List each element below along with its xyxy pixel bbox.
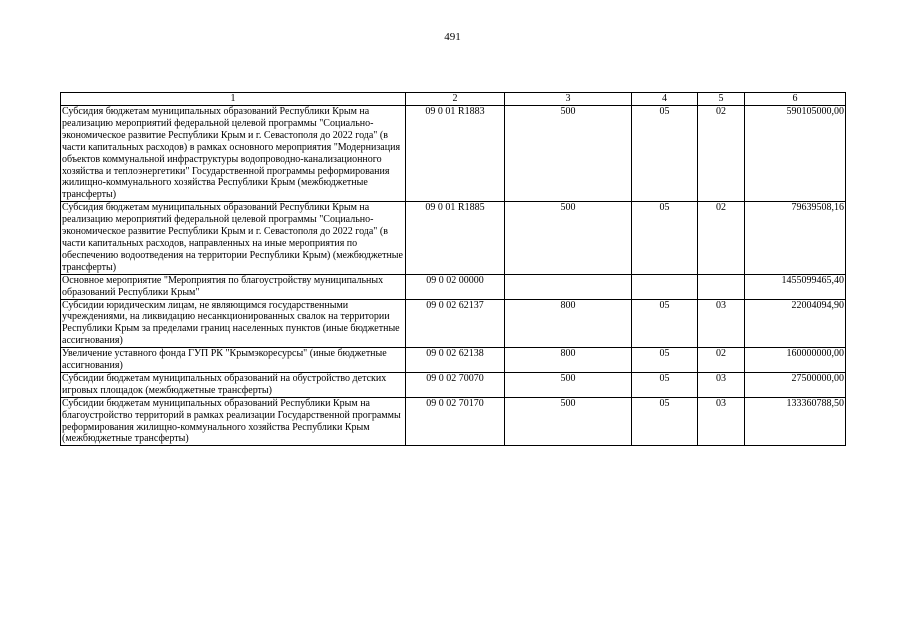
row-code: 09 0 02 70070 (406, 372, 505, 397)
row-amount: 22004094,90 (745, 299, 846, 348)
row-col3 (505, 274, 632, 299)
table-row (61, 348, 846, 373)
row-description: Субсидии бюджетам муниципальных образований на обустройство детских игровых площадок (межбюджетные трансферты) (61, 372, 406, 397)
row-col5: 03 (698, 397, 745, 446)
row-col3: 500 (505, 397, 632, 446)
column-header: 6 (745, 93, 846, 106)
row-amount: 133360788,50 (745, 397, 846, 446)
row-col4: 05 (632, 348, 698, 373)
row-col4 (632, 274, 698, 299)
row-code: 09 0 02 62137 (406, 299, 505, 348)
row-description: Увеличение уставного фонда ГУП РК "Крымэкоресурсы" (иные бюджетные ассигнования) (61, 348, 406, 373)
row-col3: 500 (505, 106, 632, 202)
row-col5 (698, 274, 745, 299)
column-header: 2 (406, 93, 505, 106)
row-col5: 02 (698, 202, 745, 274)
row-amount: 79639508,16 (745, 202, 846, 274)
table-row (61, 397, 846, 446)
row-code: 09 0 01 R1883 (406, 106, 505, 202)
column-header: 4 (632, 93, 698, 106)
row-code: 09 0 02 62138 (406, 348, 505, 373)
row-col5: 03 (698, 372, 745, 397)
row-code: 09 0 02 00000 (406, 274, 505, 299)
table-row (61, 274, 846, 299)
row-amount: 160000000,00 (745, 348, 846, 373)
table-row (61, 106, 846, 202)
page-number: 491 (444, 31, 461, 43)
row-amount: 590105000,00 (745, 106, 846, 202)
row-col3: 800 (505, 299, 632, 348)
header-row (61, 93, 846, 106)
row-code: 09 0 02 70170 (406, 397, 505, 446)
row-amount: 27500000,00 (745, 372, 846, 397)
row-col4: 05 (632, 299, 698, 348)
column-header: 3 (505, 93, 632, 106)
row-amount: 1455099465,40 (745, 274, 846, 299)
row-col4: 05 (632, 202, 698, 274)
column-header: 5 (698, 93, 745, 106)
row-col3: 500 (505, 372, 632, 397)
row-description: Субсидия бюджетам муниципальных образований Республики Крым на реализацию мероприятий федеральной целевой программы "Социально-экономическое развитие Республики Крым и г. Севастополя до 2022 года" (в части капитальных расходов, направленных на иные мероприятия по обеспечению водоотведения на территории Республики Крым) (межбюджетные трансферты) (61, 202, 406, 274)
row-col5: 02 (698, 106, 745, 202)
row-description: Субсидия бюджетам муниципальных образований Республики Крым на реализацию мероприятий федеральной целевой программы "Социально-экономическое развитие Республики Крым и г. Севастополя до 2022 года" (в части капитальных расходов) в рамках основного мероприятия "Модернизация объектов коммунальной инфраструктуры водопроводно-канализационного хозяйства и теплоэнергетики" Государственной программы реформирования жилищно-коммунального хозяйства Республики Крым (межбюджетные трансферты) (61, 106, 406, 202)
row-description: Субсидии юридическим лицам, не являющимся государственными учреждениями, на ликвидацию несанкционированных свалок на территории Республики Крым за пределами границ населенных пунктов (иные бюджетные ассигнования) (61, 299, 406, 348)
budget-table (60, 92, 846, 446)
table-row (61, 299, 846, 348)
row-col3: 800 (505, 348, 632, 373)
table-row (61, 202, 846, 274)
row-col3: 500 (505, 202, 632, 274)
row-col4: 05 (632, 372, 698, 397)
row-col4: 05 (632, 397, 698, 446)
table-row (61, 372, 846, 397)
row-description: Основное мероприятие "Мероприятия по благоустройству муниципальных образований Республики Крым" (61, 274, 406, 299)
row-col5: 02 (698, 348, 745, 373)
column-header: 1 (61, 93, 406, 106)
row-col5: 03 (698, 299, 745, 348)
row-description: Субсидии бюджетам муниципальных образований Республики Крым на благоустройство территорий в рамках реализации Государственной программы реформирования жилищно-коммунального хозяйства Республики Крым (межбюджетные трансферты) (61, 397, 406, 446)
row-col4: 05 (632, 106, 698, 202)
row-code: 09 0 01 R1885 (406, 202, 505, 274)
